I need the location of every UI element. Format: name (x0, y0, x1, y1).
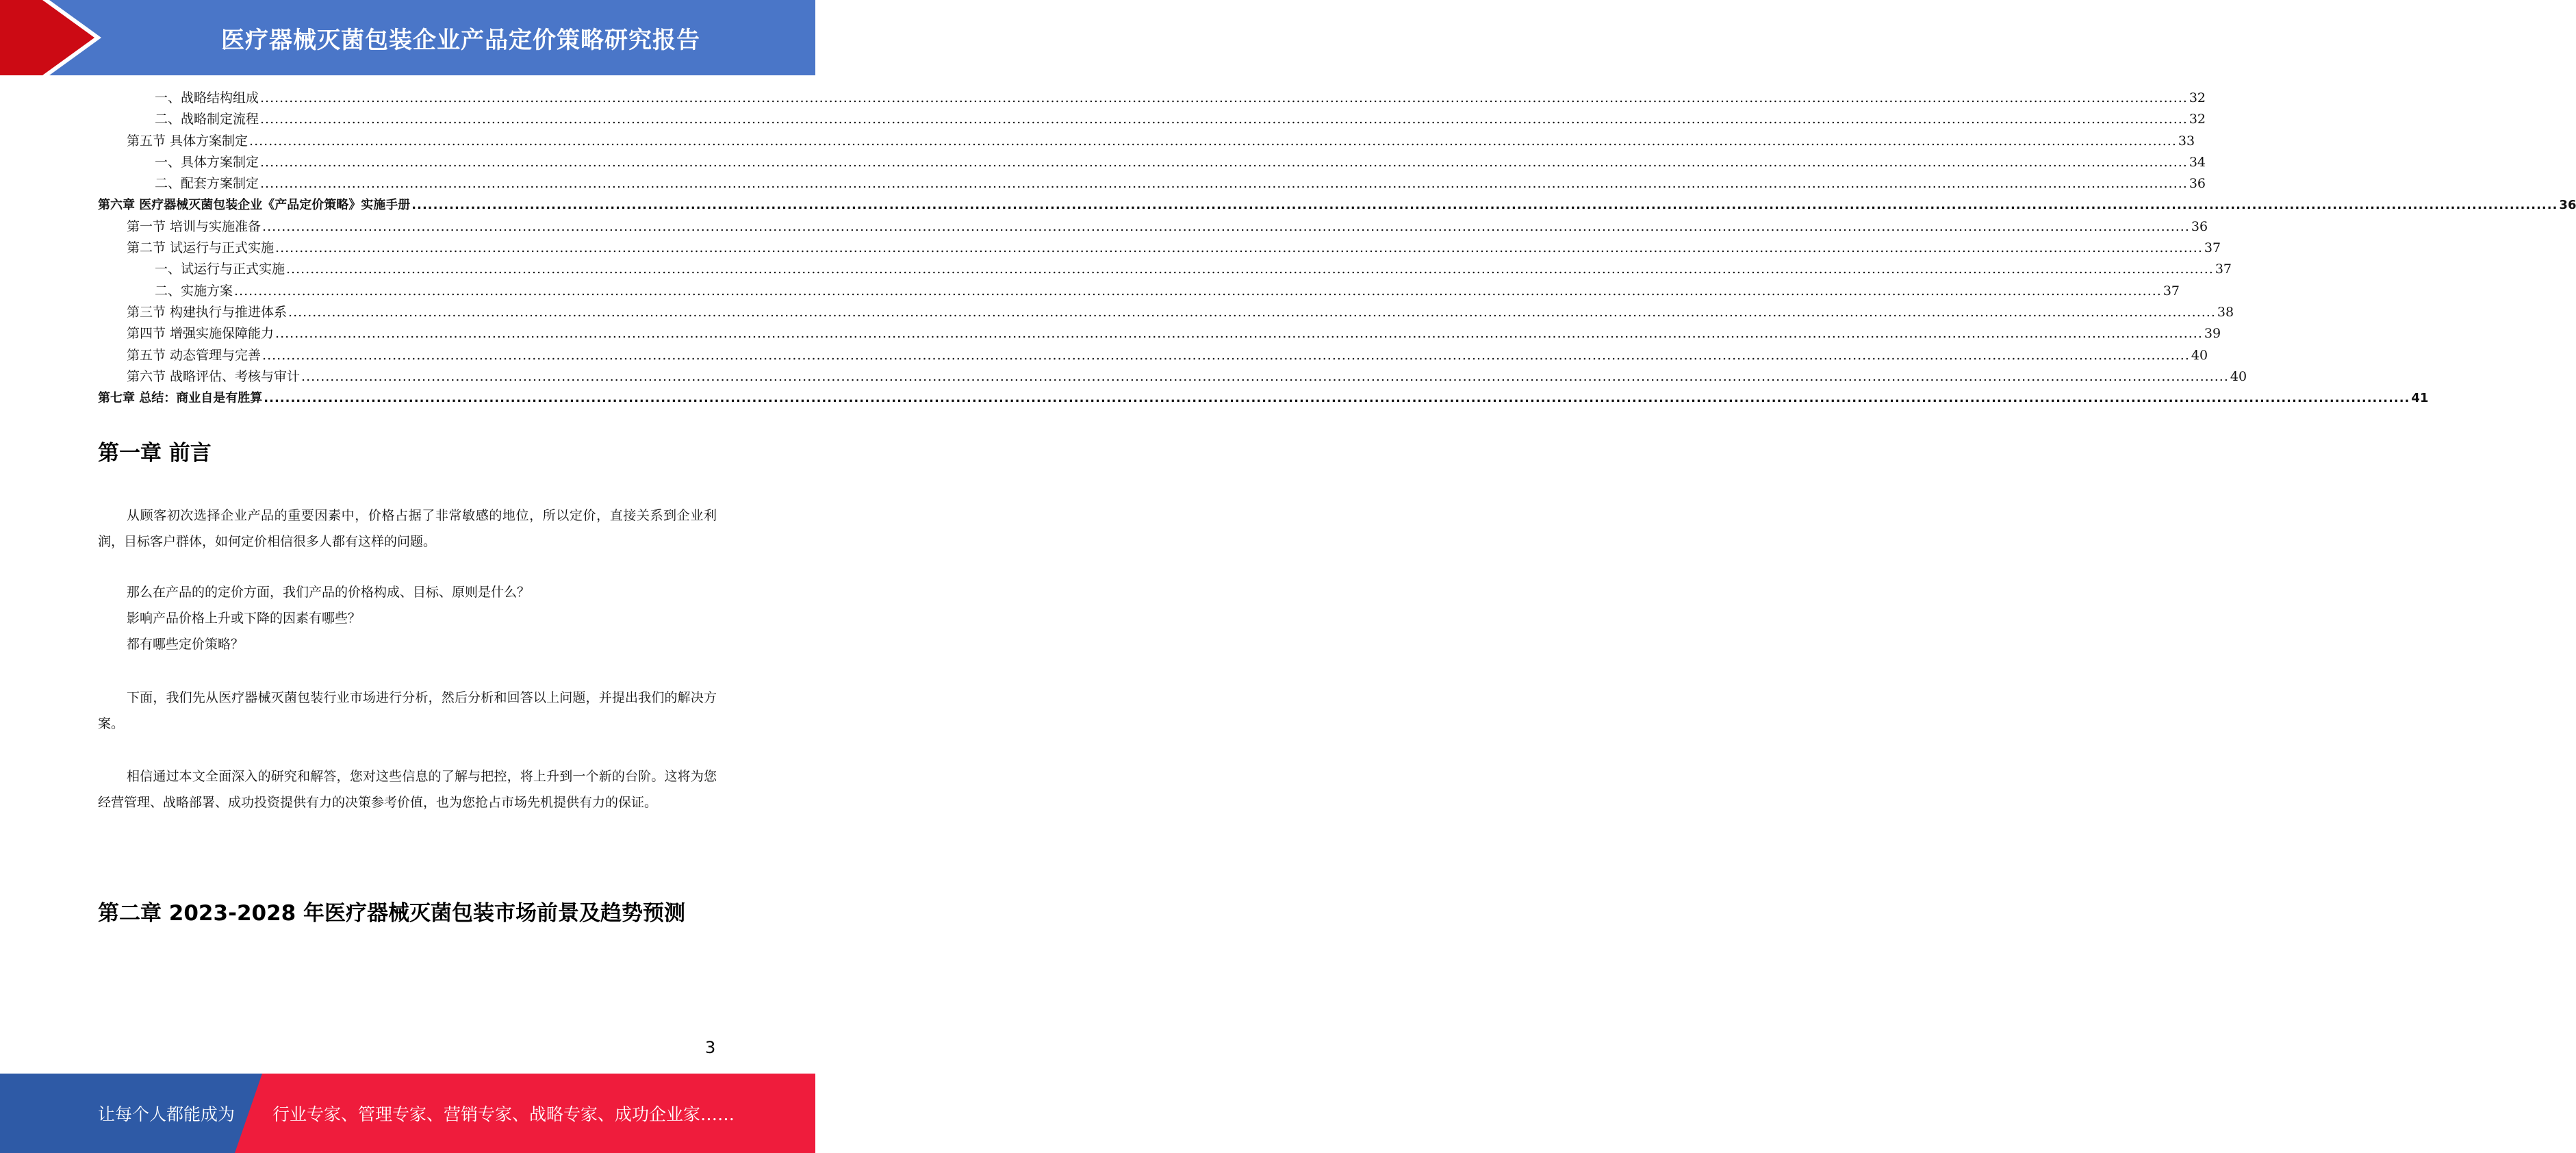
question-line-3: 都有哪些定价策略？ (127, 637, 244, 652)
toc-entry[interactable] (98, 152, 2206, 173)
toc-dot-leader: ................................................................................................................................................................................................................................................................................................................................................................................................................ (262, 347, 2190, 363)
footer-slogan-right: 行业专家、管理专家、营销专家、战略专家、成功企业家…… (272, 1104, 735, 1124)
toc-entry-page: 34 (2189, 154, 2206, 170)
intro-paragraph: 从顾客初次选择企业产品的重要因素中，价格占据了非常敏感的地位，所以定价，直接关系到企业利润，目标客户群体，如何定价相信很多人都有这样的问题。 (98, 508, 717, 549)
toc-dot-leader: ................................................................................................................................................................................................................................................................................................................................................................................................................ (264, 391, 2410, 406)
toc-dot-leader: ................................................................................................................................................................................................................................................................................................................................................................................................................ (234, 283, 2162, 299)
toc-entry-label: 一、具体方案制定 (155, 154, 259, 170)
toc-entry-page: 38 (2217, 304, 2234, 320)
toc-dot-leader: ................................................................................................................................................................................................................................................................................................................................................................................................................ (260, 154, 2188, 170)
toc-dot-leader: ................................................................................................................................................................................................................................................................................................................................................................................................................ (286, 262, 2214, 277)
toc-entry-label: 一、试运行与正式实施 (155, 262, 285, 277)
toc-entry-label: 二、战略制定流程 (155, 112, 259, 127)
footer-slogan-left: 让每个人都能成为 (98, 1104, 235, 1124)
toc-entry-label: 第二节 试运行与正式实施 (127, 240, 275, 256)
toc-entry-page: 36 (2189, 176, 2206, 192)
toc-dot-leader: ................................................................................................................................................................................................................................................................................................................................................................................................................ (288, 304, 2216, 320)
chapter-2-heading: 第二章 2023-2028 年医疗器械灭菌包装市场前景及趋势预测 (98, 901, 686, 926)
toc-entry[interactable] (98, 88, 2206, 109)
toc-dot-leader: ................................................................................................................................................................................................................................................................................................................................................................................................................ (411, 198, 2558, 213)
toc-entry[interactable] (98, 281, 2180, 302)
toc-entry[interactable] (98, 388, 2429, 409)
toc-dot-leader: ................................................................................................................................................................................................................................................................................................................................................................................................................ (301, 368, 2229, 384)
question-line-1: 那么在产品的的定价方面，我们产品的价格构成、目标、原则是什么？ (127, 585, 531, 600)
toc-entry-page: 37 (2204, 240, 2221, 256)
toc-entry[interactable] (98, 366, 2247, 388)
toc-entry-page: 37 (2215, 262, 2232, 277)
toc-entry-page: 36 (2191, 218, 2208, 234)
toc-entry-page: 37 (2163, 283, 2180, 299)
toc-entry[interactable] (98, 323, 2221, 344)
toc-entry[interactable] (98, 216, 2208, 238)
chapter-1-heading: 第一章 前言 (98, 441, 212, 466)
analysis-paragraph: 下面，我们先从医疗器械灭菌包装行业市场进行分析，然后分析和回答以上问题，并提出我们的解决方案。 (98, 690, 717, 731)
toc-dot-leader: ................................................................................................................................................................................................................................................................................................................................................................................................................ (275, 240, 2203, 256)
toc-entry-label: 第四节 增强实施保障能力 (127, 326, 275, 342)
toc-entry[interactable] (98, 259, 2232, 280)
toc-entry[interactable] (98, 302, 2234, 323)
toc-entry-label: 一、战略结构组成 (155, 90, 259, 105)
toc-entry[interactable] (98, 194, 2576, 216)
toc-entry-page: 32 (2189, 112, 2206, 127)
toc-entry-page: 40 (2230, 368, 2247, 384)
toc-entry[interactable] (98, 109, 2206, 130)
header-chevron-decoration (0, 0, 110, 75)
conclusion-paragraph: 相信通过本文全面深入的研究和解答，您对这些信息的了解与把控，将上升到一个新的台阶。这将为您经营管理、战略部署、成功投资提供有力的决策参考价值，也为您抢占市场先机提供有力的保证。 (98, 769, 717, 810)
toc-entry-page: 40 (2191, 347, 2208, 363)
toc-entry[interactable] (98, 238, 2221, 259)
toc-dot-leader: ................................................................................................................................................................................................................................................................................................................................................................................................................ (260, 112, 2188, 127)
question-line-2: 影响产品价格上升或下降的因素有哪些？ (127, 611, 361, 626)
table-of-contents (98, 88, 2576, 409)
toc-dot-leader: ................................................................................................................................................................................................................................................................................................................................................................................................................ (260, 90, 2188, 105)
toc-entry-label: 第七章 总结：商业自是有胜算 (98, 391, 263, 406)
toc-entry-label: 第三节 构建执行与推进体系 (127, 304, 288, 320)
toc-entry-label: 第六节 战略评估、考核与审计 (127, 368, 301, 384)
page-number: 3 (705, 1038, 716, 1057)
document-title: 医疗器械灭菌包装企业产品定价策略研究报告 (221, 26, 700, 54)
toc-entry[interactable] (98, 173, 2206, 194)
page-footer (0, 1074, 815, 1153)
toc-entry-page: 32 (2189, 90, 2206, 105)
toc-dot-leader: ................................................................................................................................................................................................................................................................................................................................................................................................................ (260, 176, 2188, 192)
toc-dot-leader: ................................................................................................................................................................................................................................................................................................................................................................................................................ (262, 218, 2190, 234)
toc-entry-label: 第一节 培训与实施准备 (127, 218, 262, 234)
toc-entry[interactable] (98, 345, 2208, 366)
toc-entry-label: 二、配套方案制定 (155, 176, 259, 192)
toc-entry-label: 二、实施方案 (155, 283, 233, 299)
toc-entry-label: 第五节 动态管理与完善 (127, 347, 262, 363)
toc-entry-page: 36 (2559, 198, 2576, 213)
toc-entry-label: 第六章 医疗器械灭菌包装企业《产品定价策略》实施手册 (98, 198, 411, 213)
toc-entry-page: 33 (2178, 133, 2195, 149)
toc-entry-label: 第五节 具体方案制定 (127, 133, 248, 149)
toc-entry[interactable] (98, 131, 2195, 152)
toc-dot-leader: ................................................................................................................................................................................................................................................................................................................................................................................................................ (275, 326, 2203, 342)
toc-dot-leader: ................................................................................................................................................................................................................................................................................................................................................................................................................ (249, 133, 2177, 149)
toc-entry-page: 41 (2411, 391, 2429, 406)
toc-entry-page: 39 (2204, 326, 2221, 342)
page-header (0, 0, 815, 75)
